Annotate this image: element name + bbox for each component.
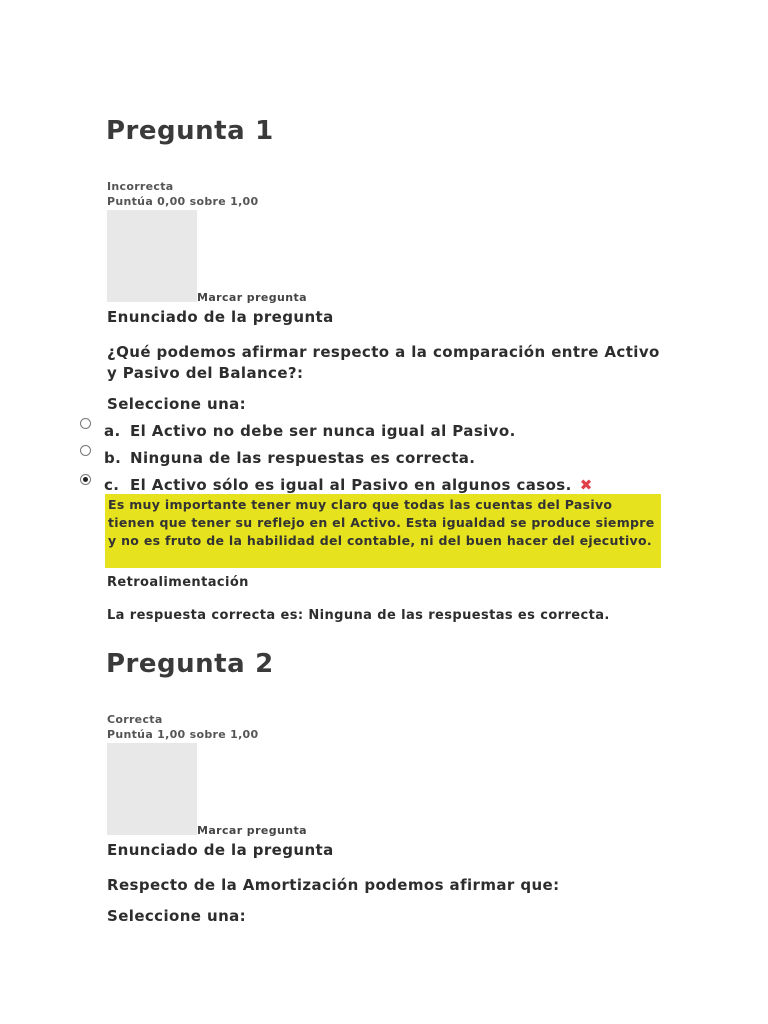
flag-question-link[interactable]: Marcar pregunta [197,824,307,837]
question-number: 1 [255,116,274,146]
incorrect-icon: ✖ [579,476,593,494]
option-text: El Activo no debe ser nunca igual al Pasivo. [130,422,516,440]
correct-answer-text: La respuesta correcta es: Ninguna de las respuestas es correcta. [107,608,610,623]
question-number: 2 [255,649,274,679]
option-letter: c. [104,476,120,494]
question-1-title [106,116,274,146]
question-2-title [106,649,274,679]
option-b-radio[interactable] [80,445,91,456]
flag-placeholder-image [107,210,197,302]
question-1-statement-heading: Enunciado de la pregunta [107,308,334,326]
question-label: Pregunta [106,116,246,146]
feedback-heading: Retroalimentación [107,575,249,590]
option-a[interactable] [104,422,516,440]
question-2-statement-heading: Enunciado de la pregunta [107,841,334,859]
question-2-state: Correcta [107,713,163,726]
question-2-text: Respecto de la Amortización podemos afirmar que: [107,876,560,894]
option-b[interactable] [104,449,475,467]
question-2-select-prompt: Seleccione una: [107,907,247,925]
feedback-box: Es muy importante tener muy claro que todas las cuentas del Pasivo tienen que tener su reflejo en el Activo. Esta igualdad se produce siempre y no es fruto de la habilidad del contable, ni del buen hacer del ejecutivo. [105,494,661,568]
option-letter: a. [104,422,121,440]
option-text: Ninguna de las respuestas es correcta. [130,449,476,467]
question-1-score: Puntúa 0,00 sobre 1,00 [107,195,259,208]
question-1-text: ¿Qué podemos afirmar respecto a la comparación entre Activo y Pasivo del Balance?: [107,343,660,382]
question-2-score: Puntúa 1,00 sobre 1,00 [107,728,259,741]
option-letter: b. [104,449,122,467]
flag-placeholder-image [107,743,197,835]
flag-question-link[interactable]: Marcar pregunta [197,291,307,304]
question-label: Pregunta [106,649,246,679]
option-c[interactable] [104,476,593,494]
question-1-select-prompt: Seleccione una: [107,395,247,413]
question-1-state: Incorrecta [107,180,174,193]
option-c-radio[interactable] [80,474,91,485]
option-a-radio[interactable] [80,418,91,429]
option-text: El Activo sólo es igual al Pasivo en algunos casos. [130,476,572,494]
